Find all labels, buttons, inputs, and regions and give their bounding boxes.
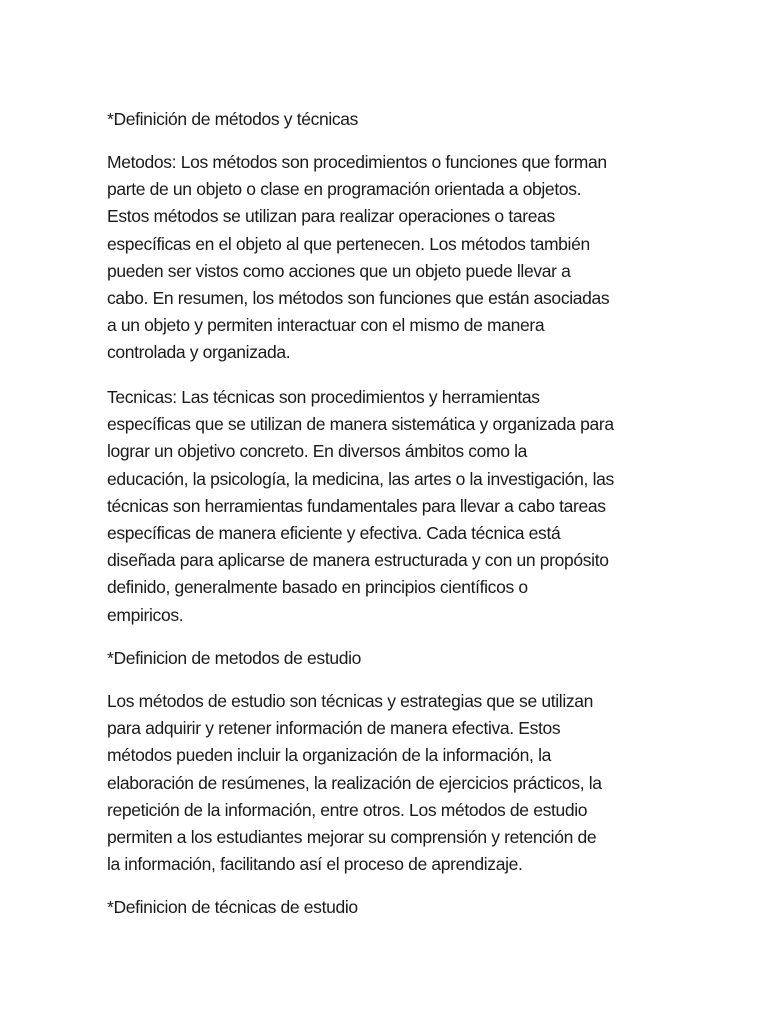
paragraph-line: Metodos: Los métodos son procedimientos o funciones que forman [107,152,607,172]
paragraph-tecnicas [107,384,667,629]
paragraph-line: para adquirir y retener información de manera efectiva. Estos [107,718,561,739]
heading-tecnicas-estudio: *Definicion de técnicas de estudio [107,897,358,917]
paragraph-line: educación, la psicología, la medicina, las artes o la investigación, las [107,468,614,489]
paragraph-line: parte de un objeto o clase en programación orientada a objetos. [107,179,582,200]
paragraph-line: técnicas son herramientas fundamentales para llevar a cabo tareas [107,495,606,516]
paragraph-line: específicas en el objeto al que pertenecen. Los métodos también [107,233,590,254]
paragraph-metodos-estudio [107,688,667,878]
heading-metodos-estudio: *Definicion de metodos de estudio [107,648,362,668]
paragraph-line: la información, facilitando así el proceso de aprendizaje. [107,854,523,875]
paragraph-line: pueden ser vistos como acciones que un objeto puede llevar a [107,260,571,281]
paragraph-line: empiricos. [107,604,184,625]
paragraph-line: específicas de manera eficiente y efectiva. Cada técnica está [107,522,561,543]
paragraph-line: métodos pueden incluir la organización de la información, la [107,745,551,766]
paragraph-line: cabo. En resumen, los métodos son funciones que están asociadas [107,287,610,308]
paragraph-line: diseñada para aplicarse de manera estructurada y con un propósito [107,550,609,571]
heading-metodos-tecnicas: *Definición de métodos y técnicas [107,109,359,129]
paragraph-metodos [107,149,667,367]
paragraph-line: Estos métodos se utilizan para realizar operaciones o tareas [107,206,555,227]
paragraph-line: Los métodos de estudio son técnicas y estrategias que se utilizan [107,691,594,711]
paragraph-line: permiten a los estudiantes mejorar su comprensión y retención de [107,826,597,847]
paragraph-line: específicas que se utilizan de manera sistemática y organizada para [107,414,614,435]
paragraph-line: controlada y organizada. [107,342,291,363]
paragraph-line: elaboración de resúmenes, la realización de ejercicios prácticos, la [107,772,602,793]
paragraph-line: definido, generalmente basado en principios científicos o [107,577,528,598]
paragraph-line: repetición de la información, entre otros. Los métodos de estudio [107,799,588,820]
paragraph-line: a un objeto y permiten interactuar con el mismo de manera [107,315,545,336]
paragraph-line: Tecnicas: Las técnicas son procedimientos y herramientas [107,387,540,407]
paragraph-line: lograr un objetivo concreto. En diversos ámbitos como la [107,441,528,462]
